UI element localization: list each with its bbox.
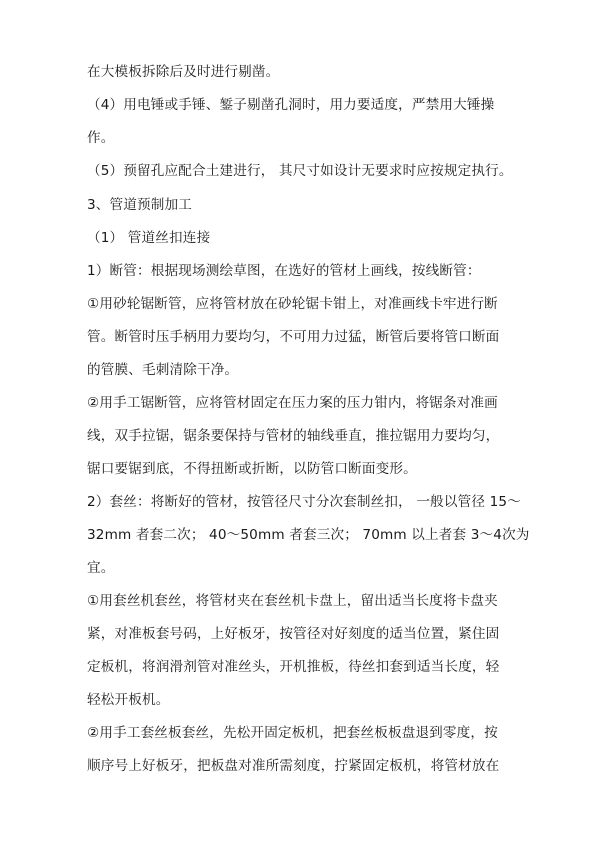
- text-line: 线，双手拉锯，锯条要保持与管材的轴线垂直，推拉锯用力要均匀，: [87, 428, 500, 444]
- text-line: 1）断管：根据现场测绘草图，在选好的管材上画线，按线断管：: [87, 263, 481, 279]
- text-line: 宜。: [87, 560, 115, 576]
- text-line: 紧，对准板套号码，上好板牙，按管径对好刻度的适当位置，紧住固: [87, 626, 500, 642]
- subsection-heading: （1） 管道丝扣连接: [87, 230, 211, 246]
- text-line: 轻松开板机。: [87, 692, 170, 708]
- text-line: 顺序号上好板牙，把板盘对准所需刻度，拧紧固定板机，将管材放在: [87, 758, 500, 774]
- text-line: ②用手工套丝板套丝，先松开固定板机，把套丝板板盘退到零度，按: [87, 725, 498, 741]
- text-line: （5）预留孔应配合土建进行， 其尺寸如设计无要求时应按规定执行。: [87, 163, 513, 179]
- text-line: 锯口要锯到底，不得扭断或折断，以防管口断面变形。: [87, 461, 417, 477]
- section-heading: 3、管道预制加工: [87, 197, 193, 213]
- text-line: 在大模板拆除后及时进行剔凿。: [87, 64, 280, 80]
- text-line: 2）套丝：将断好的管材，按管径尺寸分次套制丝扣， 一般以管径 15～: [87, 494, 521, 510]
- text-line: 作。: [87, 130, 115, 146]
- text-line: ②用手工锯断管，应将管材固定在压力案的压力钳内，将锯条对准画: [87, 395, 498, 411]
- text-line: （4）用电锤或手锤、錾子剔凿孔洞时，用力要适度，严禁用大锤操: [87, 97, 495, 113]
- text-line: 定板机，将润滑剂管对准丝头，开机推板，待丝扣套到适当长度，轻: [87, 659, 500, 675]
- text-line: 管。断管时压手柄用力要均匀，不可用力过猛，断管后要将管口断面: [87, 329, 500, 345]
- text-line: ①用套丝机套丝，将管材夹在套丝机卡盘上，留出适当长度将卡盘夹: [87, 593, 498, 609]
- text-line: 32mm 者套二次； 40～50mm 者套三次； 70mm 以上者套 3～4次为: [87, 527, 530, 543]
- text-line: ①用砂轮锯断管，应将管材放在砂轮锯卡钳上，对准画线卡牢进行断: [87, 296, 498, 312]
- text-line: 的管膜、毛刺清除干净。: [87, 362, 239, 378]
